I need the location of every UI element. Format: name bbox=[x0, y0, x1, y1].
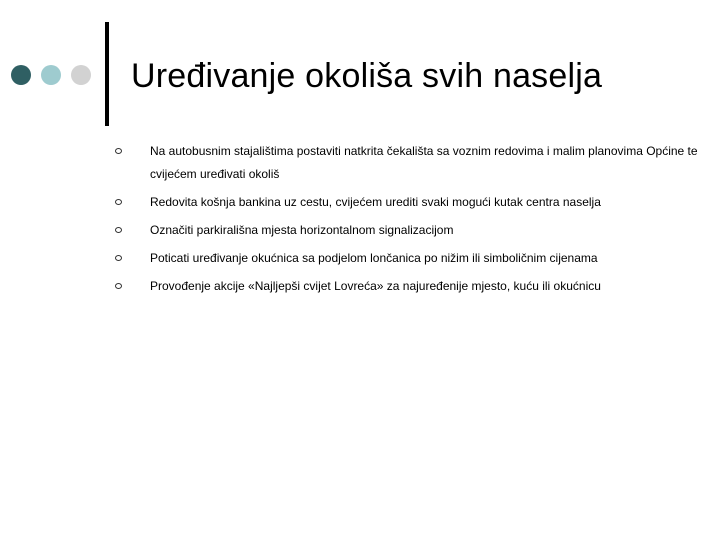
bullet-list bbox=[150, 140, 700, 303]
bullet-text: Na autobusnim stajalištima postaviti natkrita čekališta sa voznim redovima i malim planovima Općine te cvijećem uređivati okoliš bbox=[150, 144, 698, 181]
title-divider-bar bbox=[105, 22, 109, 126]
bullet-text: Poticati uređivanje okućnica sa podjelom lončanica po nižim ili simboličnim cijenama bbox=[150, 251, 598, 265]
bullet-item bbox=[150, 275, 700, 298]
bullet-ring-icon bbox=[115, 227, 122, 233]
bullet-ring-icon bbox=[115, 283, 122, 289]
dark-teal-dot bbox=[11, 65, 31, 85]
bullet-ring-icon bbox=[115, 255, 122, 261]
bullet-ring-icon bbox=[115, 148, 122, 154]
bullet-ring-icon bbox=[115, 199, 122, 205]
bullet-text: Redovita košnja bankina uz cestu, cvijećem urediti svaki mogući kutak centra naselja bbox=[150, 195, 601, 209]
light-teal-dot bbox=[41, 65, 61, 85]
slide-title: Uređivanje okoliša svih naselja bbox=[131, 57, 603, 95]
gray-dot bbox=[71, 65, 91, 85]
bullet-item bbox=[150, 191, 700, 214]
decorative-dots bbox=[11, 65, 95, 85]
bullet-item bbox=[150, 247, 700, 270]
bullet-item bbox=[150, 219, 700, 242]
bullet-item bbox=[150, 140, 700, 186]
bullet-text: Označiti parkirališna mjesta horizontalnom signalizacijom bbox=[150, 223, 454, 237]
bullet-text: Provođenje akcije «Najljepši cvijet Lovreća» za najuređenije mjesto, kuću ili okućnicu bbox=[150, 279, 601, 293]
